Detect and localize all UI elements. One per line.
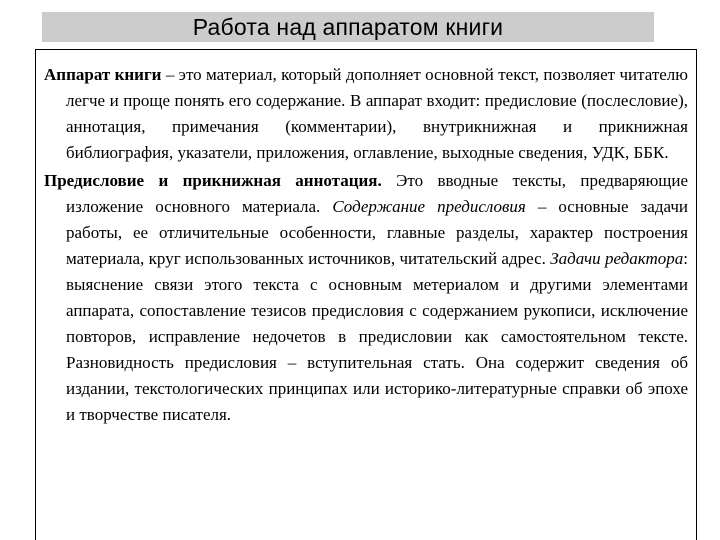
slide-title: Работа над аппаратом книги: [192, 14, 504, 40]
paragraph-apparatus: [44, 62, 688, 166]
term-apparatus: Аппарат книги: [44, 65, 162, 84]
paragraph-apparatus-text: – это материал, который дополняет основной текст, позволяет читателю легче и проще понять его содержание. В аппарат входит: предисловие (послесловие), аннотация, примечания (комментарии), внутрикнижная и прикнижная библиография, указатели, приложения, оглавление, выходные сведения, УДК, ББК.: [66, 65, 688, 162]
paragraph-preface-text-a: Это вводные тексты, предваряющие изложение основного материала.: [66, 171, 689, 216]
slide-title-bar: [42, 12, 654, 42]
italic-preface-content: Содержание предисловия: [332, 197, 526, 216]
italic-editor-tasks: Задачи редактора: [550, 249, 684, 268]
content-box: [35, 49, 697, 540]
term-preface: Предисловие и прикнижная аннотация.: [44, 171, 382, 190]
paragraph-preface: [44, 168, 688, 428]
paragraph-preface-text-b: – основные задачи работы, ее отличительные особенности, главные разделы, характер построения материала, круг использованных источников, читательский адрес.: [66, 197, 688, 268]
paragraph-preface-text-c: : выяснение связи этого текста с основным метериалом и другими элементами аппарата, сопоставление тезисов предисловия с содержанием рукописи, исключение повторов, исправление недочетов в предисловии как самостоятельном тексте. Разновидность предисловия – вступительная стать. Она содержит сведения об издании, текстологических принципах или историко-литературные справки об эпохе и творчестве писателя.: [66, 249, 688, 424]
